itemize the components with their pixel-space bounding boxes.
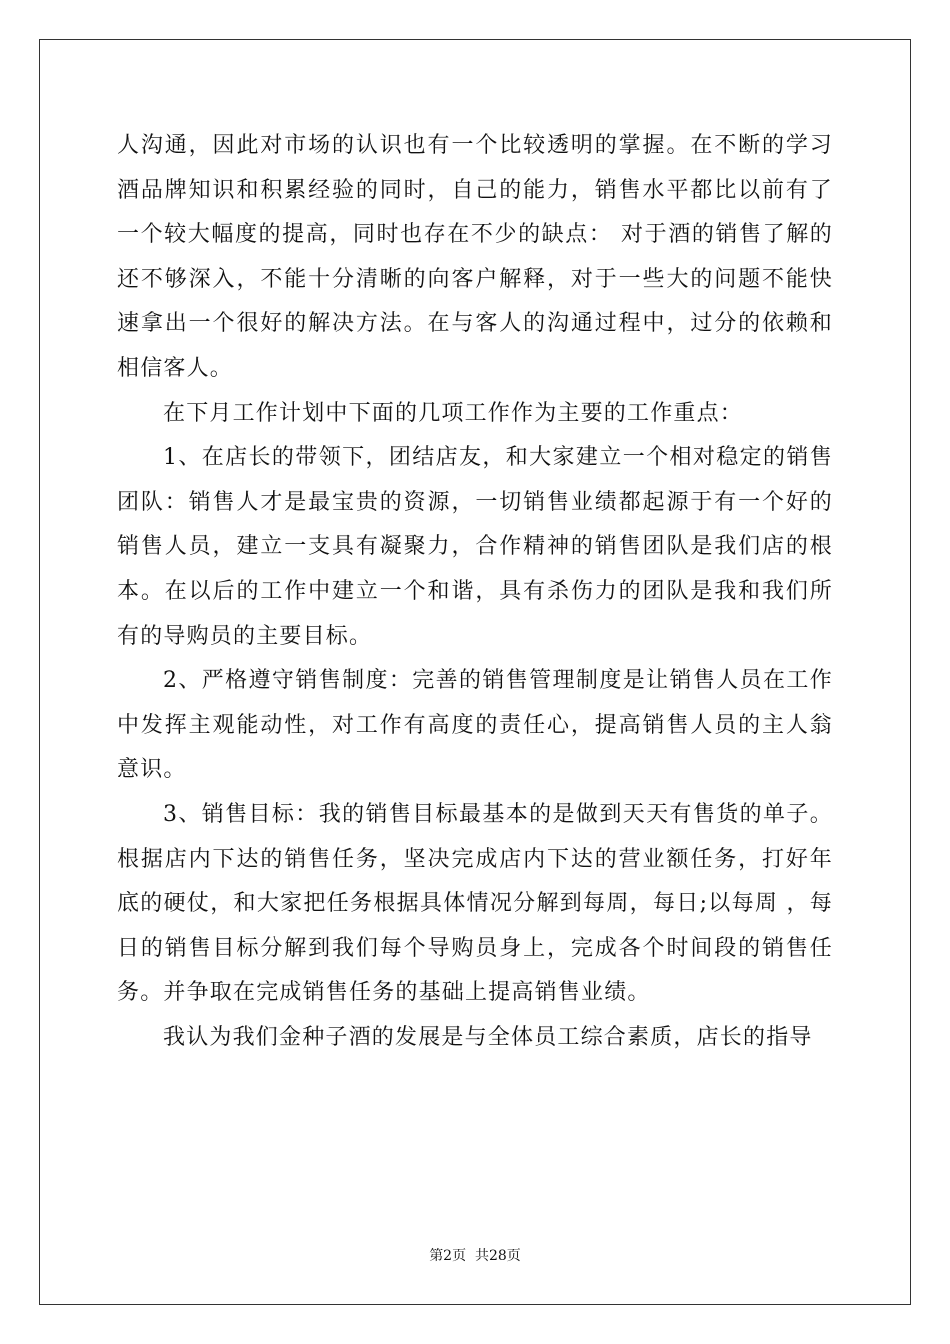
paragraph-conclusion: 我认为我们金种子酒的发展是与全体员工综合素质，店长的指导 [163,1024,813,1050]
paragraph-item-1: 1、在店长的带领下，团结店友，和大家建立一个相对稳定的销售团队：销售人才是最宝贵的资源，一切销售业绩都起源于有一个好的销售人员，建立一支具有凝聚力，合作精神的销售团队是我们店的根本。在以后的工作中建立一个和谐，具有杀伤力的团队是我和我们所有的导购员的主要目标。 [117,445,833,649]
document-body [117,124,833,1060]
page-number: 第2页 共28页 [429,1248,521,1264]
paragraph-plan-intro: 在下月工作计划中下面的几项工作作为主要的工作重点： [163,400,744,426]
paragraph-item-2: 2、严格遵守销售制度：完善的销售管理制度是让销售人员在工作中发挥主观能动性，对工作有高度的责任心，提高销售人员的主人翁意识。 [117,668,833,783]
paragraph-continuation: 人沟通，因此对市场的认识也有一个比较透明的掌握。在不断的学习酒品牌知识和积累经验的同时，自己的能力，销售水平都比以前有了一个较大幅度的提高，同时也存在不少的缺点： 对于酒的销售了解的还不够深入，不能十分清晰的向客户解释，对于一些大的问题不能快速拿出一个很好的解决方法。在与客人的沟通过程中，过分的依赖和相信客人。 [117,133,833,381]
page-footer [0,1245,950,1265]
paragraph-item-3: 3、销售目标：我的销售目标最基本的是做到天天有售货的单子。根据店内下达的销售任务，坚决完成店内下达的营业额任务，打好年底的硬仗，和大家把任务根据具体情况分解到每周，每日;以每周 ，每日的销售目标分解到我们每个导购员身上，完成各个时间段的销售任务。并争取在完成销售任务的基础上提高销售业绩。 [117,801,833,1006]
